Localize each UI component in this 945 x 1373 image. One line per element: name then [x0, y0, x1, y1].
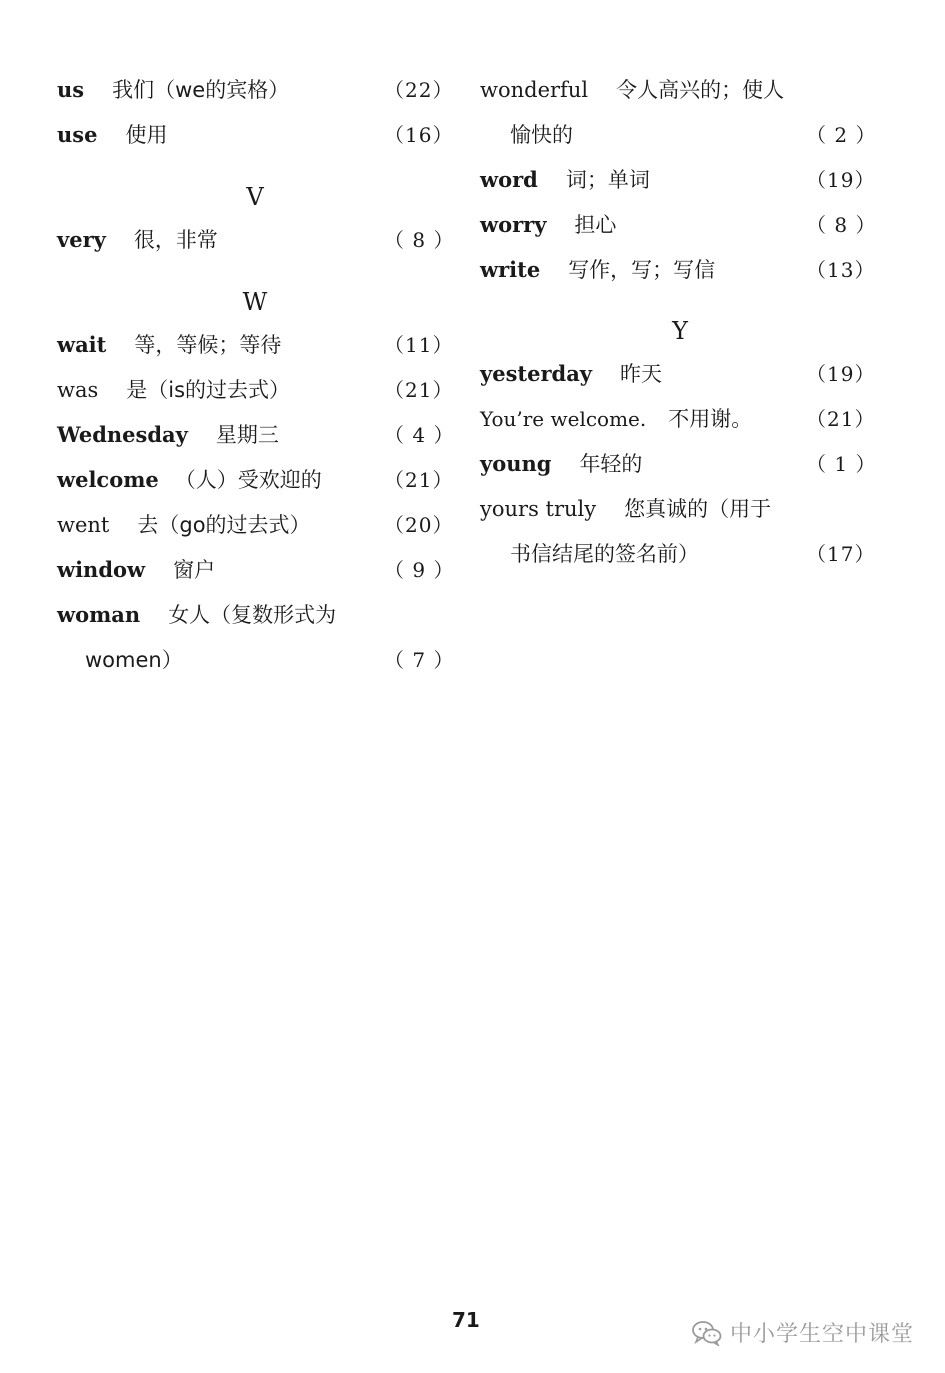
unit-ref: （ 9 ）: [384, 558, 455, 582]
headword: Wednesday: [57, 422, 188, 447]
meaning: 使用: [125, 123, 168, 147]
unit-ref: （13）: [806, 258, 876, 282]
meaning: 不用谢。: [668, 407, 753, 431]
unit-ref: （ 2 ）: [806, 123, 877, 147]
unit-ref: （17）: [806, 542, 876, 566]
meaning: 写作，写；写信: [568, 258, 716, 282]
headword: yesterday: [480, 361, 593, 386]
entry-yours-truly: [480, 494, 870, 524]
entry-word: [480, 165, 876, 195]
unit-ref: （ 7 ）: [384, 648, 455, 672]
unit-ref: （21）: [806, 407, 876, 431]
unit-ref: （21）: [384, 468, 454, 492]
watermark: [692, 1317, 914, 1348]
unit-ref: （16）: [384, 123, 454, 147]
unit-ref: （21）: [384, 378, 454, 402]
entry-wonderful-continuation: [510, 120, 877, 150]
headword: word: [480, 167, 538, 192]
meaning-continuation: 书信结尾的签名前）: [510, 542, 699, 566]
entry-write: [480, 255, 876, 285]
headword: us: [57, 77, 85, 102]
headword: welcome: [57, 467, 159, 492]
headword: wonderful: [480, 78, 589, 102]
unit-ref: （20）: [384, 513, 454, 537]
meaning: 年轻的: [579, 452, 643, 476]
headword: write: [480, 257, 541, 282]
entry-yesterday: [480, 359, 876, 389]
page-number: 71: [452, 1308, 480, 1332]
entry-us: [57, 75, 454, 105]
headword: yours truly: [480, 497, 597, 521]
unit-ref: （19）: [806, 168, 876, 192]
entry-woman-continuation: [85, 645, 455, 675]
entry-wednesday: [57, 420, 455, 450]
entry-youre-welcome: [480, 404, 876, 434]
headword: was: [57, 378, 99, 402]
meaning: 去（go的过去式）: [137, 513, 311, 537]
entry-very: [57, 225, 455, 255]
entry-worry: [480, 210, 877, 240]
meaning: （人）受欢迎的: [174, 468, 322, 492]
headword: wait: [57, 332, 107, 357]
meaning: 我们（we的宾格）: [112, 78, 290, 102]
unit-ref: （ 1 ）: [806, 452, 877, 476]
meaning: 昨天: [620, 362, 663, 386]
entry-wonderful: [480, 75, 870, 105]
meaning: 是（is的过去式）: [126, 378, 291, 402]
entry-use: [57, 120, 454, 150]
entry-wait: [57, 330, 454, 360]
watermark-text: 中小学生空中课堂: [730, 1322, 915, 1347]
meaning: 很，非常: [133, 228, 218, 252]
entry-went: [57, 510, 454, 540]
headword: woman: [57, 602, 141, 627]
meaning: 女人（复数形式为: [168, 603, 337, 627]
entry-was: [57, 375, 454, 405]
meaning: 星期三: [215, 423, 279, 447]
entry-yours-truly-continuation: [510, 539, 876, 569]
unit-ref: （11）: [384, 333, 454, 357]
meaning: 令人高兴的；使人: [616, 78, 785, 102]
entry-welcome: [57, 465, 454, 495]
meaning: 您真诚的（用于: [624, 497, 772, 521]
headword: went: [57, 513, 110, 537]
headword: young: [480, 451, 552, 476]
meaning-continuation: 愉快的: [510, 123, 573, 147]
entry-young: [480, 449, 877, 479]
headword: use: [57, 122, 98, 147]
meaning: 窗户: [173, 558, 216, 582]
meaning: 担心: [574, 213, 617, 237]
section-letter-y: Y: [672, 317, 688, 345]
headword: You’re welcome.: [480, 407, 647, 431]
entry-window: [57, 555, 455, 585]
meaning: 等，等候；等待: [134, 333, 282, 357]
headword: very: [57, 227, 106, 252]
entry-woman: [57, 600, 442, 630]
unit-ref: （ 4 ）: [384, 423, 455, 447]
meaning: 词；单词: [565, 168, 650, 192]
unit-ref: （ 8 ）: [806, 213, 877, 237]
unit-ref: （ 8 ）: [384, 228, 455, 252]
section-letter-v: V: [246, 183, 264, 211]
section-letter-w: W: [242, 288, 268, 316]
headword: worry: [480, 212, 547, 237]
headword: window: [57, 557, 146, 582]
meaning-continuation: women）: [85, 648, 183, 672]
unit-ref: （22）: [384, 78, 454, 102]
wechat-icon: [692, 1320, 722, 1346]
unit-ref: （19）: [806, 362, 876, 386]
